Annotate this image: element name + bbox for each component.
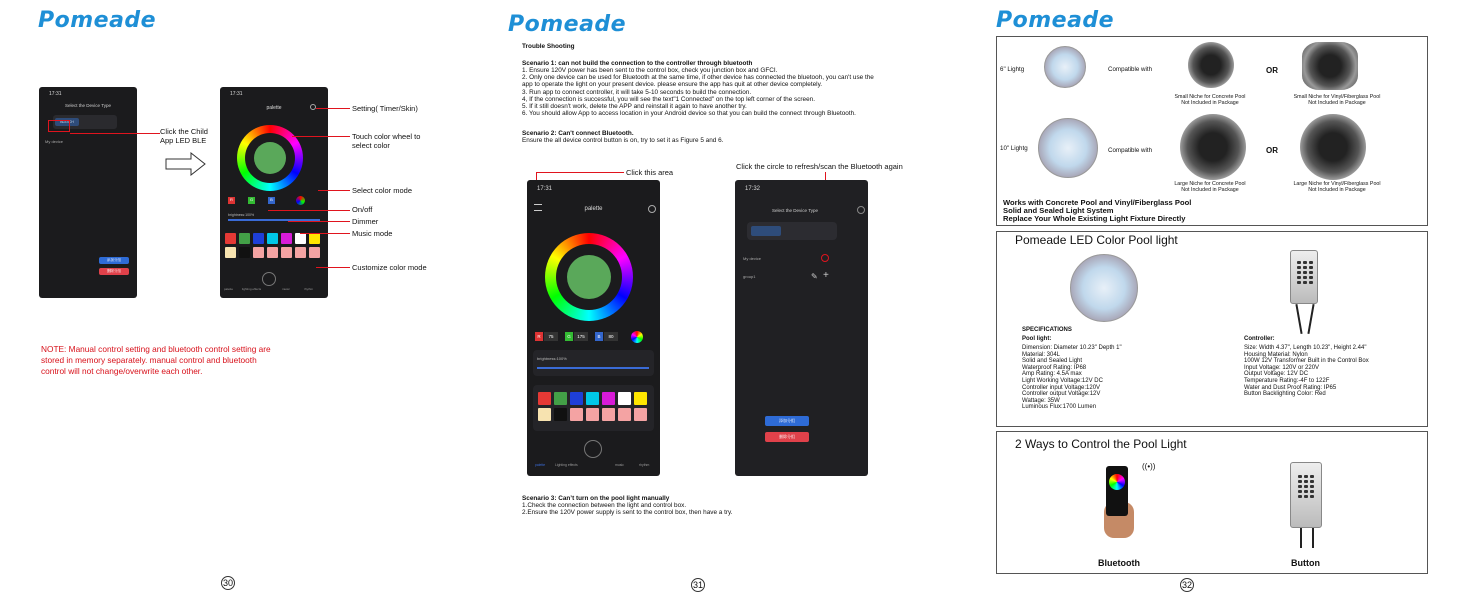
annotation-setting: Setting( Timer/Skin) bbox=[352, 104, 418, 113]
color-swatch[interactable] bbox=[309, 233, 320, 244]
rgb-g-label: G bbox=[249, 197, 254, 202]
spec-line: Water and Dust Proof Rating: IP65 bbox=[1244, 384, 1337, 391]
nav-rhythm[interactable]: rhythm bbox=[304, 287, 314, 291]
caption-large-vinyl: Large Niche for Vinyl/Fiberglass Pool Not Included in Package bbox=[1293, 181, 1381, 193]
keypad-key bbox=[1298, 485, 1302, 488]
page-number: 30 bbox=[222, 578, 233, 588]
keypad-key bbox=[1304, 490, 1308, 493]
spec-line: Input Voltage: 120V or 220V bbox=[1244, 364, 1320, 371]
spec-line: Dimension: Diameter 10.23" Depth 1" bbox=[1022, 345, 1122, 351]
caption-large-concrete: Large Niche for Concrete Pool Not Included in Package bbox=[1174, 181, 1246, 193]
small-vinyl-niche-image bbox=[1302, 42, 1358, 90]
spec-line: Housing Material: Nylon bbox=[1244, 351, 1308, 358]
caption-small-concrete: Small Niche for Concrete Pool Not Included in Package bbox=[1174, 94, 1246, 106]
color-swatch[interactable] bbox=[634, 392, 647, 405]
color-swatch[interactable] bbox=[267, 247, 278, 258]
section2-title: Pomeade LED Color Pool light bbox=[1015, 233, 1178, 247]
cable bbox=[1300, 528, 1302, 548]
bottom-nav bbox=[527, 463, 660, 471]
spec-line: Size: Width 4.37", Length 10.23", Height 2.44" bbox=[1244, 345, 1367, 351]
rgb-b-label: B bbox=[268, 197, 275, 204]
spec-line: Waterproof Rating: IP68 bbox=[1022, 364, 1087, 371]
brightness-label: brightness:100% bbox=[537, 356, 567, 361]
scenario1-line: 6. You should allow App to access location in your Android device so that you can build the connect through Bluetooth. bbox=[522, 110, 856, 118]
color-swatch[interactable] bbox=[295, 247, 306, 258]
button-label: Button bbox=[1291, 558, 1320, 568]
phone-palette bbox=[220, 87, 328, 298]
keypad-key bbox=[1304, 495, 1308, 498]
trouble-heading: Trouble Shooting bbox=[522, 43, 575, 50]
nav-music[interactable]: music bbox=[282, 287, 290, 291]
spec-line: Solid and Sealed Light bbox=[1022, 358, 1083, 365]
scenario1-title: Scenario 1: can not build the connection to the controller through bluetooth bbox=[522, 60, 753, 67]
nav-lighting-effects[interactable]: lighting effects bbox=[242, 287, 262, 291]
compatible-label: Compatible with bbox=[1108, 147, 1153, 154]
row2-label: 10" Lightg bbox=[1000, 145, 1028, 152]
rgb-row bbox=[535, 332, 630, 342]
annotation-color-mode: Select color mode bbox=[352, 186, 413, 195]
keypad-key bbox=[1310, 495, 1314, 498]
keypad-key bbox=[1298, 490, 1302, 493]
controller-specs bbox=[1244, 345, 1369, 398]
color-swatch[interactable] bbox=[570, 392, 583, 405]
spec-line: Luminous Flux:1700 Lumen bbox=[1022, 404, 1097, 411]
color-swatch[interactable] bbox=[225, 247, 236, 258]
status-time: 17:31 bbox=[230, 91, 243, 97]
row1-label: 6" Lightg bbox=[1000, 66, 1025, 73]
callout-line bbox=[316, 108, 350, 109]
brightness-slider[interactable] bbox=[537, 367, 649, 369]
callout-click-area: Click this area bbox=[626, 168, 674, 177]
hand-phone-image bbox=[1098, 462, 1138, 538]
rgb-b-value[interactable]: 80 bbox=[604, 332, 618, 341]
pool-light-image bbox=[1070, 254, 1138, 322]
status-time: 17:31 bbox=[537, 186, 553, 192]
rgb-b-label: B bbox=[595, 332, 603, 341]
callout-line bbox=[536, 172, 624, 173]
keypad-key bbox=[1309, 281, 1313, 284]
callout-line bbox=[300, 233, 350, 234]
spec-line: Controller output Voltage:12V bbox=[1022, 391, 1101, 398]
keypad-key bbox=[1303, 261, 1307, 264]
spec-line: Material: 304L bbox=[1022, 351, 1061, 358]
brand-logo: Pomeade bbox=[996, 8, 1115, 33]
color-swatch[interactable] bbox=[618, 408, 631, 421]
scenario3-lines bbox=[522, 502, 733, 516]
callout-line bbox=[70, 133, 160, 134]
keypad-key bbox=[1304, 485, 1308, 488]
keypad-key bbox=[1304, 475, 1308, 478]
color-swatch[interactable] bbox=[538, 408, 551, 421]
add-group-button[interactable]: 添加分组 bbox=[765, 416, 809, 426]
callout-line bbox=[288, 221, 350, 222]
add-icon[interactable]: + bbox=[823, 270, 829, 281]
small-concrete-niche-image bbox=[1188, 42, 1234, 88]
arrow-right-icon bbox=[165, 152, 207, 176]
keypad-key bbox=[1297, 266, 1301, 269]
scenario1-line: 5. If it still doesn't work, delete the APP and reinstall it again to have another try. bbox=[522, 103, 747, 111]
my-device-label: My device bbox=[45, 139, 64, 144]
spec-line: Output Voltage: 12V DC bbox=[1244, 371, 1309, 378]
keypad-key bbox=[1304, 480, 1308, 483]
spec-line: 100W 12V Transformer Built in the Control Box bbox=[1244, 358, 1369, 365]
color-swatch[interactable] bbox=[570, 408, 583, 421]
nav-palette[interactable]: palette bbox=[535, 463, 546, 467]
features-list: Works with Concrete Pool and Vinyl/Fiberglass Pool Solid and Sealed Light System Replace Your Whole Existing Light Fixture Directly bbox=[1003, 198, 1192, 224]
screen-title: palette bbox=[266, 105, 282, 111]
screen-title: Select the Device Type bbox=[65, 103, 111, 108]
brand-logo: Pomeade bbox=[38, 8, 157, 33]
keypad-key bbox=[1298, 495, 1302, 498]
spec-line: Temperature Rating:-4F to 122F bbox=[1244, 377, 1330, 384]
keypad-key bbox=[1303, 271, 1307, 274]
color-swatch[interactable] bbox=[602, 408, 615, 421]
rgb-row bbox=[228, 197, 286, 205]
color-swatch[interactable] bbox=[281, 233, 292, 244]
delete-group-button[interactable]: 删除分组 bbox=[99, 268, 129, 275]
spec-line: Amp Rating: 4.5A max bbox=[1022, 371, 1082, 378]
control-ways-box bbox=[996, 431, 1428, 574]
color-swatch[interactable] bbox=[554, 408, 567, 421]
color-swatch[interactable] bbox=[586, 408, 599, 421]
my-device-label: My device bbox=[743, 256, 762, 261]
rgb-r-value[interactable]: 75 bbox=[544, 332, 558, 341]
brightness-panel bbox=[533, 350, 654, 376]
color-swatch[interactable] bbox=[634, 408, 647, 421]
or-label: OR bbox=[1266, 146, 1278, 155]
callout-line bbox=[268, 210, 350, 211]
keypad-key bbox=[1297, 281, 1301, 284]
delete-group-button[interactable]: 删除分组 bbox=[765, 432, 809, 442]
color-swatch[interactable] bbox=[253, 233, 264, 244]
group-label: group1 bbox=[743, 274, 756, 279]
callout-line bbox=[318, 190, 350, 191]
spec-line: Button Backlighting Color: Red bbox=[1244, 391, 1326, 398]
color-swatch[interactable] bbox=[618, 392, 631, 405]
scenario1-line: 1. Ensure 120V power has been sent to the control box, check you junction box and GFCI. bbox=[522, 67, 778, 74]
keypad-key bbox=[1297, 276, 1301, 279]
scenario2-line: Ensure the all device control button is on, try to set it as Figure 5 and 6. bbox=[522, 137, 724, 144]
keypad-key bbox=[1297, 271, 1301, 274]
keypad-key bbox=[1303, 276, 1307, 279]
keypad-key bbox=[1310, 475, 1314, 478]
nav-palette[interactable]: palette bbox=[224, 287, 234, 291]
keypad-key bbox=[1310, 480, 1314, 483]
swatch-grid[interactable] bbox=[225, 233, 323, 267]
color-mode-icon[interactable] bbox=[296, 196, 305, 205]
phone-device-select bbox=[39, 87, 137, 298]
keypad-key bbox=[1297, 261, 1301, 264]
note-text: NOTE: Manual control setting and bluetooth control setting are stored in memory separately. manual control and bluetooth control will not change/overwrite each other. bbox=[41, 344, 271, 376]
color-wheel[interactable] bbox=[545, 233, 633, 321]
swatch-grid[interactable] bbox=[538, 392, 651, 428]
keypad-key bbox=[1303, 281, 1307, 284]
compatible-label: Compatible with bbox=[1108, 66, 1153, 73]
scenario3-line: 2.Ensure the 120V power supply is sent to the control box, then have a try. bbox=[522, 509, 733, 517]
color-swatch[interactable] bbox=[602, 392, 615, 405]
keypad-key bbox=[1298, 475, 1302, 478]
annotation-on-off: On/off bbox=[352, 205, 373, 214]
scenario2-title: Scenario 2: Can't connect Bluetooth. bbox=[522, 130, 634, 137]
edit-icon[interactable]: ✎ bbox=[811, 272, 818, 281]
scenario3-line: 1.Check the connection between the light and control box. bbox=[522, 502, 687, 509]
color-swatch[interactable] bbox=[253, 247, 264, 258]
power-icon[interactable] bbox=[262, 272, 276, 286]
annotation-dimmer: Dimmer bbox=[352, 217, 379, 226]
callout-refresh: Click the circle to refresh/scan the Bluetooth again bbox=[736, 162, 903, 171]
screen-title: Select the Device Type bbox=[772, 208, 818, 213]
keypad-key bbox=[1309, 271, 1313, 274]
page-number: 31 bbox=[692, 580, 703, 590]
keypad-key bbox=[1309, 266, 1313, 269]
phone-device-select-large bbox=[735, 180, 868, 476]
scenario1-lines bbox=[522, 67, 902, 117]
phone-palette-large bbox=[527, 180, 660, 476]
page-number: 32 bbox=[1181, 580, 1192, 590]
spec-line: Controller input Voltage:120V bbox=[1022, 384, 1101, 391]
light-6in-image bbox=[1044, 46, 1086, 88]
callout-line bbox=[292, 136, 350, 137]
scenario1-line: 2. Only one device can be used for Bluetooth at the same time, if other device has connected the bluetooh, you can't use the bbox=[522, 74, 874, 82]
color-wheel[interactable] bbox=[237, 125, 303, 191]
controller-heading: Controller: bbox=[1244, 336, 1275, 342]
caption-small-vinyl: Small Niche for Vinyl/Fiberglass Pool Not Included in Package bbox=[1293, 94, 1381, 106]
rgb-r-label: R bbox=[535, 332, 543, 341]
cable bbox=[1312, 528, 1314, 548]
power-icon[interactable] bbox=[584, 440, 602, 458]
spec-line: Light Working Voltage:12V DC bbox=[1022, 377, 1103, 384]
nav-rhythm[interactable]: rhythm bbox=[639, 463, 650, 467]
screen-title: palette bbox=[584, 206, 603, 212]
keypad-key bbox=[1298, 480, 1302, 483]
keypad-key bbox=[1309, 276, 1313, 279]
keypad-key bbox=[1303, 266, 1307, 269]
color-swatch[interactable] bbox=[538, 392, 551, 405]
color-swatch[interactable] bbox=[239, 233, 250, 244]
wifi-signal-icon: ((•)) bbox=[1142, 462, 1156, 471]
gear-icon[interactable] bbox=[310, 104, 316, 110]
status-time: 17:31 bbox=[49, 91, 62, 97]
section3-title: 2 Ways to Control the Pool Light bbox=[1015, 437, 1187, 451]
keypad-key bbox=[1310, 490, 1314, 493]
color-swatch[interactable] bbox=[295, 233, 306, 244]
or-label: OR bbox=[1266, 66, 1278, 75]
spec-line: Wattage: 35W bbox=[1022, 397, 1060, 404]
scenario1-line: 4, If the connection is successful, you will see the text"1 Connected" on the top left corner of the screen. bbox=[522, 95, 815, 103]
light-10in-image bbox=[1038, 118, 1098, 178]
large-vinyl-niche-image bbox=[1300, 114, 1366, 180]
rgb-g-value[interactable]: 175 bbox=[574, 332, 588, 341]
device-chip-ble4ch[interactable]: BLE4CH bbox=[55, 118, 79, 126]
controller-button-image bbox=[1290, 462, 1322, 528]
annotation-customize: Customize color mode bbox=[352, 263, 427, 272]
color-swatch[interactable] bbox=[586, 392, 599, 405]
page-30 bbox=[0, 0, 488, 600]
refresh-icon[interactable] bbox=[821, 254, 829, 262]
color-swatch[interactable] bbox=[267, 233, 278, 244]
rgb-g-label: G bbox=[565, 332, 573, 341]
color-swatch[interactable] bbox=[239, 247, 250, 258]
device-chip[interactable] bbox=[751, 226, 781, 236]
nav-lighting-effects[interactable]: Lighting effects bbox=[555, 463, 578, 467]
color-swatch[interactable] bbox=[225, 233, 236, 244]
add-group-button[interactable]: 添加分组 bbox=[99, 257, 129, 264]
bottom-nav bbox=[220, 287, 328, 295]
color-mode-icon[interactable] bbox=[631, 331, 643, 343]
pool-light-heading: Pool light: bbox=[1022, 336, 1052, 342]
brand-logo: Pomeade bbox=[508, 12, 627, 37]
nav-music[interactable]: music bbox=[615, 463, 624, 467]
keypad-key bbox=[1309, 261, 1313, 264]
color-swatch[interactable] bbox=[554, 392, 567, 405]
annotation-color-wheel: Touch color wheel to select color bbox=[352, 132, 421, 150]
gear-icon[interactable] bbox=[857, 206, 865, 214]
scenario1-line: app to operate the light on your present device. please ensure the app has quit at other device completely. bbox=[522, 81, 823, 89]
gear-icon[interactable] bbox=[648, 205, 656, 213]
color-swatch[interactable] bbox=[309, 247, 320, 258]
highlight-device-chip bbox=[48, 120, 70, 132]
color-swatch[interactable] bbox=[281, 247, 292, 258]
scenario3-title: Scenario 3: Can’t turn on the pool light manually bbox=[522, 495, 670, 502]
callout-child-app: Click the Child App LED BLE bbox=[160, 127, 208, 145]
pool-light-specs bbox=[1022, 345, 1122, 411]
brightness-label: brightness:100% bbox=[228, 213, 255, 217]
keypad-key bbox=[1310, 485, 1314, 488]
status-time: 17:32 bbox=[745, 186, 761, 192]
rgb-r-label: R bbox=[228, 197, 235, 204]
large-concrete-niche-image bbox=[1180, 114, 1246, 180]
bluetooth-label: Bluetooth bbox=[1098, 558, 1140, 568]
annotation-music-mode: Music mode bbox=[352, 229, 393, 238]
spec-heading: SPECIFICATIONS bbox=[1022, 327, 1072, 333]
controller-image bbox=[1290, 250, 1318, 304]
callout-line bbox=[316, 267, 350, 268]
scenario1-line: 3. Run app to connect controller, it will take 5-10 seconds to build the connection. bbox=[522, 88, 752, 96]
